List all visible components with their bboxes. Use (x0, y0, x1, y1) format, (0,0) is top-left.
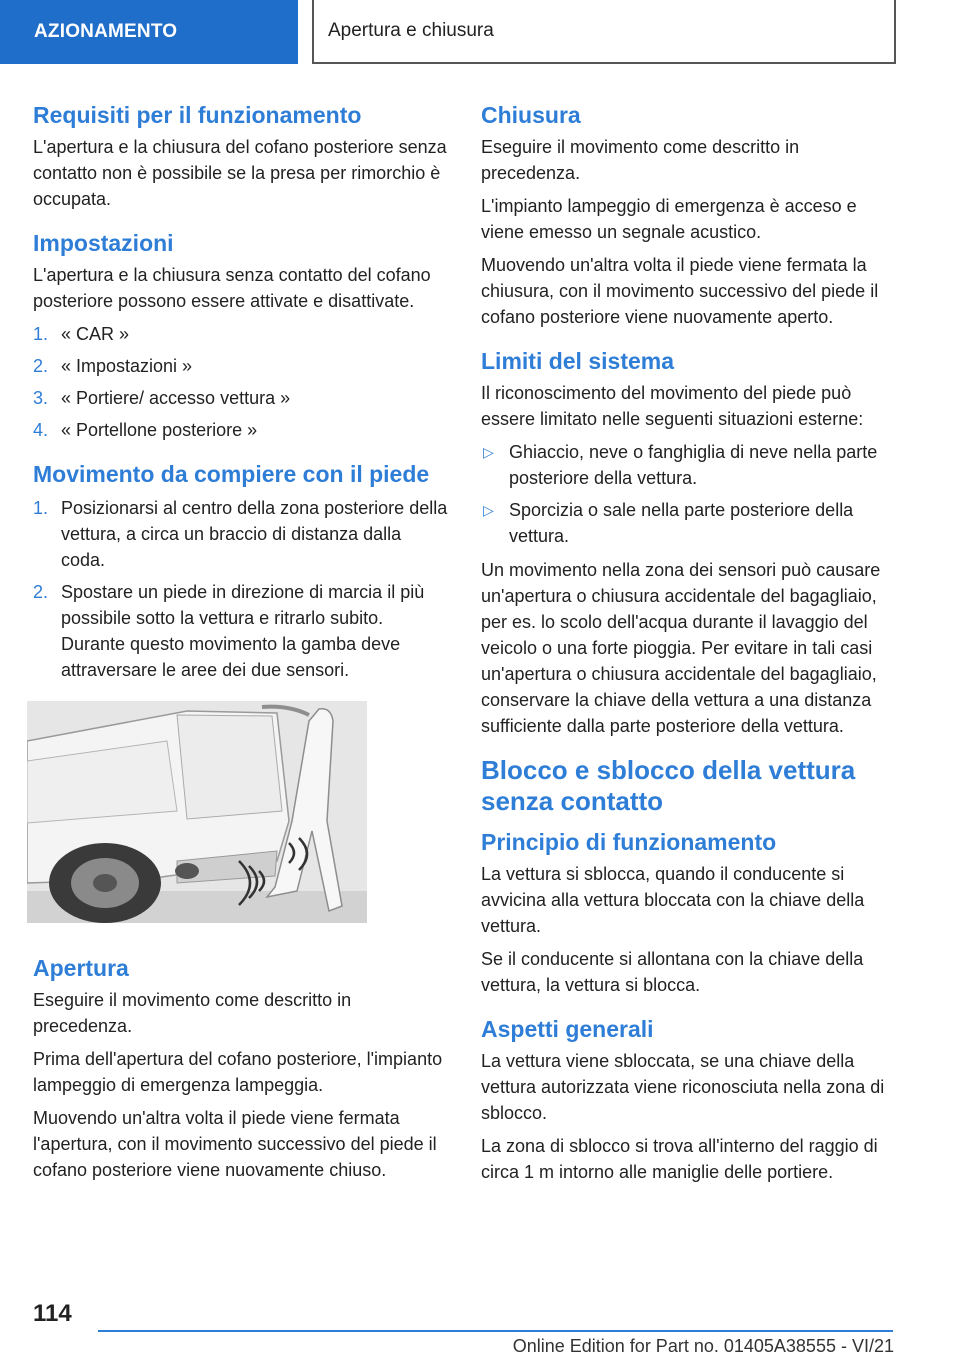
text-chiusura-3: Muovendo un'altra volta il piede viene fermata la chiusura, con il movimento successivo del piede il cofano posteriore viene nuovamente aperto. (481, 255, 879, 327)
heading-requisiti: Requisiti per il funzionamento (33, 102, 362, 128)
step-number: 2. (33, 582, 49, 602)
triangle-bullet-icon: ▷ (483, 502, 494, 518)
text-aspetti-2: La zona di sblocco si trova all'interno del raggio di circa 1 m intorno alle maniglie delle portiere. (481, 1136, 878, 1182)
chapter-title: Apertura e chiusura (328, 20, 494, 41)
section-movimento (33, 459, 448, 683)
section-principio (481, 827, 896, 998)
left-column (33, 100, 448, 1199)
text-chiusura-2: L'impianto lampeggio di emergenza è acceso e viene emesso un segnale acustico. (481, 196, 857, 242)
section-apertura (33, 953, 448, 1183)
foot-gesture-illustration (27, 701, 367, 923)
text-apertura-2: Prima dell'apertura del cofano posteriore, l'impianto lampeggio di emergenza lampeggia. (33, 1049, 443, 1095)
step-number: 1. (33, 498, 49, 518)
step-number: 2. (33, 356, 49, 376)
heading-aspetti: Aspetti generali (481, 1016, 654, 1042)
right-column (481, 100, 896, 1201)
list-item (481, 439, 896, 491)
text-apertura-3: Muovendo un'altra volta il piede viene fermata l'apertura, con il movimento successivo del piede il cofano posteriore viene nuovamente chiuso. (33, 1108, 437, 1180)
heading-movimento: Movimento da compiere con il piede (33, 461, 430, 487)
list-item (33, 495, 448, 573)
text-limiti-intro: Il riconoscimento del movimento del piede può essere limitato nelle seguenti situazioni esterne: (481, 383, 864, 429)
list-item (33, 385, 448, 411)
text-principio-1: La vettura si sblocca, quando il conducente si avvicina alla vettura bloccata con la chiave della vettura. (481, 864, 865, 936)
heading-apertura: Apertura (33, 955, 129, 981)
heading-blocco: Blocco e sblocco della vettura senza contatto (481, 755, 856, 816)
edition-note: Online Edition for Part no. 01405A38555 - VI/21 (512, 1336, 894, 1356)
text-apertura-1: Eseguire il movimento come descritto in precedenza. (33, 990, 352, 1036)
page-number: 114 (33, 1300, 72, 1327)
text-chiusura-1: Eseguire il movimento come descritto in precedenza. (481, 137, 800, 183)
text-limiti: Un movimento nella zona dei sensori può causare un'apertura o chiusura accidentale del bagagliaio, per es. lo scolo dell'acqua durante il lavaggio del veicolo o una forte pioggia. Per evitare in tali casi un'apertura o chiusura accidentale del bagagliaio, conservare la chiave della vettura a una distanza sufficiente dalla parte posteriore della vettura. (481, 560, 881, 736)
heading-limiti: Limiti del sistema (481, 348, 675, 374)
bullet-text: Sporcizia o sale nella parte posteriore della vettura. (509, 500, 854, 546)
heading-principio: Principio di funzionamento (481, 829, 777, 855)
list-item (33, 353, 448, 379)
text-requisiti: L'apertura e la chiusura del cofano posteriore senza contatto non è possibile se la presa per rimorchio è occupata. (33, 137, 447, 209)
list-item (33, 579, 448, 683)
section-title: AZIONAMENTO (34, 21, 178, 42)
chapter-tab (312, 0, 896, 64)
text-aspetti-1: La vettura viene sbloccata, se una chiave della vettura autorizzata viene riconosciuta nella zona di sblocco. (481, 1051, 885, 1123)
footer-divider (98, 1330, 893, 1332)
text-principio-2: Se il conducente si allontana con la chiave della vettura, la vettura si blocca. (481, 949, 864, 995)
step-text: « Portiere/ accesso vettura » (61, 388, 291, 408)
section-aspetti (481, 1014, 896, 1185)
step-text: « CAR » (61, 324, 130, 344)
settings-steps (33, 321, 448, 443)
list-item (33, 321, 448, 347)
step-number: 1. (33, 324, 49, 344)
section-limiti (481, 346, 896, 739)
step-number: 4. (33, 420, 49, 440)
section-tab (0, 0, 298, 64)
section-impostazioni (33, 228, 448, 443)
step-number: 3. (33, 388, 49, 408)
movement-steps (33, 495, 448, 683)
bullet-text: Ghiaccio, neve o fanghiglia di neve nella parte posteriore della vettura. (509, 442, 878, 488)
limits-list (481, 439, 896, 549)
section-chiusura (481, 100, 896, 330)
triangle-bullet-icon: ▷ (483, 444, 494, 460)
text-impostazioni: L'apertura e la chiusura senza contatto del cofano posteriore possono essere attivate e disattivate. (33, 265, 431, 311)
step-text: « Impostazioni » (61, 356, 193, 376)
step-text: Spostare un piede in direzione di marcia il più possibile sotto la vettura e ritrarlo subito. Durante questo movimento la gamba deve attraversare le aree dei due sensori. (61, 582, 425, 680)
list-item (481, 497, 896, 549)
heading-impostazioni: Impostazioni (33, 230, 174, 256)
heading-chiusura: Chiusura (481, 102, 581, 128)
list-item (33, 417, 448, 443)
section-requisiti (33, 100, 448, 212)
step-text: « Portellone posteriore » (61, 420, 258, 440)
step-text: Posizionarsi al centro della zona posteriore della vettura, a circa un braccio di distanza dalla coda. (61, 498, 448, 570)
